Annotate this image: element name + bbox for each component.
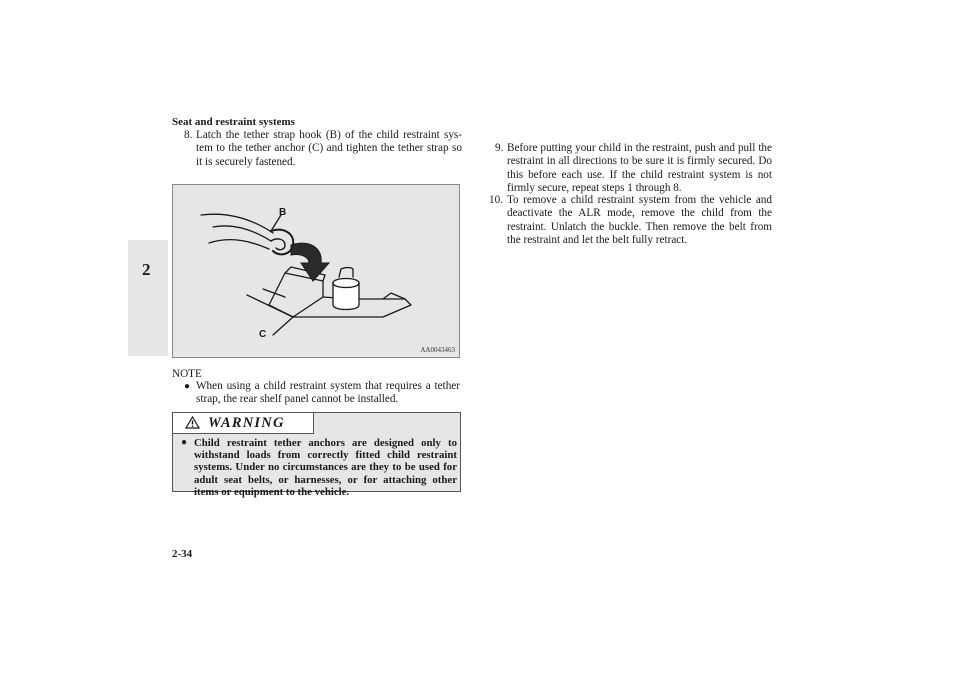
chapter-tab-label: 2 <box>142 260 151 279</box>
warning-text: Child restraint tether anchors are designed only to withstand loads from correctly fitted child restraint systems. Under no circumstances are they to be used for adult seat belts, or harnesses, or for attaching other items or equipment to the vehicle. <box>194 437 457 498</box>
chapter-tab <box>128 240 168 356</box>
tether-anchor-figure <box>172 184 460 358</box>
step-number: 10. <box>489 194 503 206</box>
step-text: Latch the tether strap hook (B) of the child restraint sys-tem to the tether anchor (C) and tighten the tether strap so it is securely fastened. <box>196 129 462 168</box>
figure-code: AA0043463 <box>420 346 455 354</box>
warning-title: WARNING <box>208 415 285 431</box>
step-text: To remove a child restraint system from the vehicle and deactivate the ALR mode, remove the child from the restraint. Unlatch the buckle. Then remove the belt from the restraint and let the belt fully retract. <box>507 194 772 247</box>
warning-item <box>181 437 457 498</box>
step-number: 9. <box>495 142 504 154</box>
bullet-icon: ● <box>181 437 188 448</box>
warning-triangle-icon <box>185 416 200 429</box>
page-number: 2-34 <box>172 548 193 560</box>
callout-b: B <box>279 207 287 218</box>
bullet-icon: ● <box>184 381 191 392</box>
step-text: Before putting your child in the restraint, push and pull the restraint in all directions to be sure it is firmly secured. Do this before each use. If the child restraint system is not firmly secure, repeat steps 1 through 8. <box>507 142 772 195</box>
tether-hook-illustration <box>173 185 459 357</box>
warning-header <box>173 413 314 434</box>
note-text: When using a child restraint system that requires a tether strap, the rear shelf panel cannot be installed. <box>196 380 460 406</box>
section-title: Seat and restraint systems <box>172 116 295 128</box>
note-label: NOTE <box>172 368 202 380</box>
callout-c: C <box>259 329 267 340</box>
step-number: 8. <box>184 129 193 141</box>
warning-box <box>172 412 461 498</box>
